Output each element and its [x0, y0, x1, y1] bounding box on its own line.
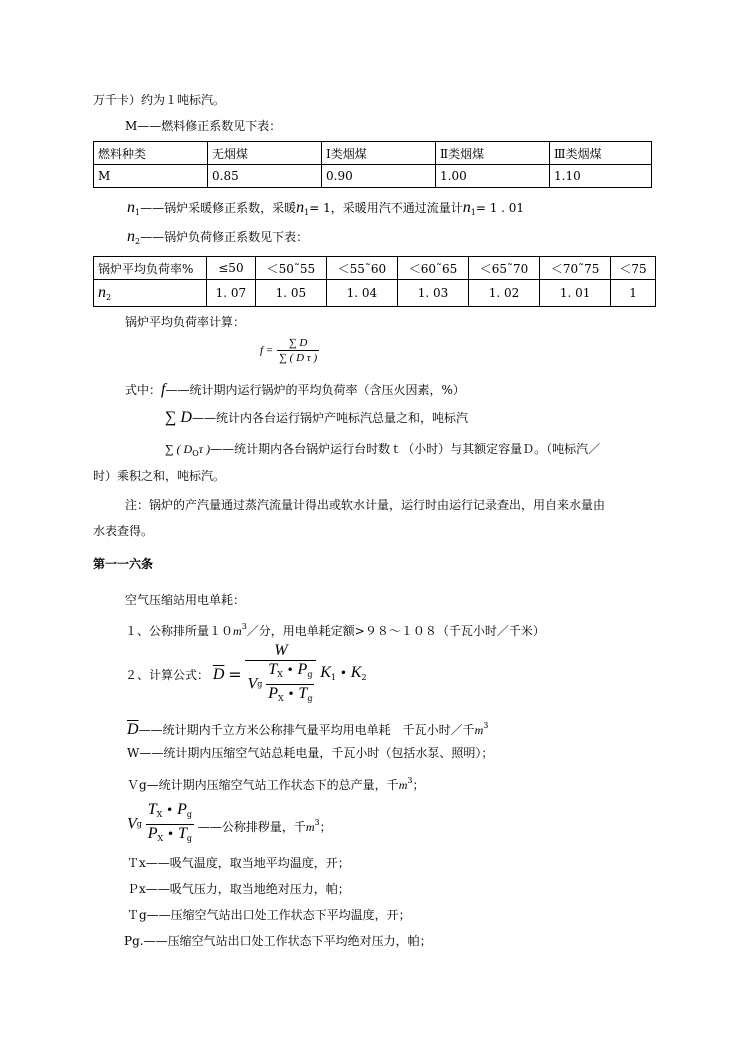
def-sum-dt — [165, 441, 600, 462]
n2-caption — [127, 229, 308, 250]
note-line-1: 注：锅炉的产汽量通过蒸汽流量计得出或软水计量，运行时由运行记录查出，用自来水量由 — [125, 498, 606, 512]
table-cell: ＜65˜70 — [469, 257, 540, 280]
table-cell: 1. 04 — [326, 280, 397, 307]
formula-eq: = — [228, 665, 242, 684]
def-sum-dt-symbol-2: τ ) — [198, 442, 211, 456]
n1-subscript: 1 — [135, 208, 141, 217]
def-frac-tg-sub: g — [186, 834, 192, 843]
def-frac-px-sub: X — [157, 834, 164, 843]
row-label-symbol: n — [98, 284, 106, 301]
formula-inner-numerator — [266, 661, 314, 684]
n2-symbol: n — [127, 228, 135, 245]
table-cell: ＜70˜75 — [540, 257, 611, 280]
def-frac-dot: • — [166, 803, 174, 817]
def-vg — [127, 773, 424, 793]
def-frac-denominator — [146, 824, 194, 848]
item-1-unit: m — [233, 624, 242, 638]
formula-k-terms — [320, 663, 367, 682]
def-tx: Ｔx——吸气温度，取当地平均温度，开； — [127, 856, 350, 870]
table-cell: 无烟煤 — [208, 142, 322, 165]
formula-tg: T — [298, 685, 308, 702]
table-cell — [94, 280, 207, 307]
def-frac-tx: T — [147, 801, 157, 818]
def-frac-tg: T — [177, 825, 187, 842]
n1-subscript-2: 1 — [304, 208, 310, 217]
table-cell: ＜75 — [611, 257, 656, 280]
formula-lhs: f = — [260, 344, 274, 357]
formula-vg-sub: g — [257, 679, 263, 689]
table-cell: 1. 07 — [207, 280, 256, 307]
formula-tx: T — [268, 661, 278, 678]
table-cell: 1. 02 — [469, 280, 540, 307]
def-vg-text: Ｖg—统计期内压缩空气站工作状态下的总产量，千 — [127, 778, 399, 792]
item-2-pre: ２、计算公式： — [125, 668, 210, 682]
def-frac-vg-sub: g — [136, 819, 142, 829]
def-px: Ｐx——吸气压力，取当地绝对压力，帕； — [127, 882, 350, 896]
def-sum-dt-sub: O — [192, 449, 199, 458]
air-compressor-title: 空气压缩站用电单耗： — [125, 593, 246, 607]
formula-d-bar: $\overline{D}$ — [212, 666, 225, 683]
def-vg-unit-sup: 3 — [407, 776, 413, 785]
formula-tx-sub: X — [277, 670, 283, 679]
table-cell: 燃料种类 — [94, 142, 208, 165]
formula-px-sub: X — [277, 694, 284, 703]
formula-w: W — [274, 642, 288, 659]
def-vg-end: ； — [412, 778, 425, 792]
def-frac-vg: V — [127, 815, 137, 833]
table-cell: ＜50˜55 — [255, 257, 326, 280]
def-f-text: ——统计期内运行锅炉的平均负荷率（含压火因素，%） — [165, 383, 465, 397]
n1-eq1: = 1 — [309, 201, 331, 215]
def-sum-d-text: ——统计内各台运行锅炉产吨标汽总量之和，吨标汽 — [191, 411, 468, 425]
def-frac-unit: m — [305, 819, 315, 834]
formula-inner-fraction — [266, 661, 314, 708]
item-1-pre: １、公称排所量１０ — [125, 624, 234, 638]
table-cell: Ⅱ类烟煤 — [436, 142, 550, 165]
def-frac-pg: P — [177, 801, 187, 818]
n2-subscript: 2 — [135, 237, 141, 246]
formula-dot-3: • — [339, 665, 347, 680]
def-frac-px: P — [147, 825, 158, 842]
def-d-unit-sup: 3 — [483, 721, 489, 730]
table-cell: 1 — [611, 280, 656, 307]
paragraph-continuation: 万千卡）约为１吨标汽。 — [93, 93, 226, 107]
formula-dot: • — [286, 663, 294, 677]
table-header-row — [94, 142, 652, 165]
formula-vg: V — [247, 675, 258, 693]
def-pg: Pg.——压缩空气站出口处工作状态下平均绝对压力，帕； — [124, 934, 432, 948]
def-sum-d — [165, 410, 468, 426]
n1-symbol-3: n — [462, 199, 471, 216]
formula-main-fraction — [245, 642, 316, 708]
def-frac-end: ； — [319, 819, 332, 834]
n1-text: ——锅炉采暖修正系数，采暖 — [140, 201, 297, 215]
row-label-subscript: 2 — [106, 293, 112, 302]
table-cell: 0.85 — [208, 165, 322, 188]
def-frac-numerator — [146, 801, 194, 824]
table-cell: ≤50 — [207, 257, 256, 280]
item-1-post: ／分，用电单耗定额>９８～１０８（千瓦小时／千米） — [246, 624, 545, 638]
def-frac-dot-2: • — [167, 827, 175, 841]
note-line-2: 水表查得。 — [93, 524, 154, 538]
def-fraction — [127, 801, 332, 848]
formula-k2-sub: 2 — [361, 672, 367, 682]
def-frac-pg-sub: g — [186, 810, 192, 819]
def-d-text: ——统计期内千立方米公称排气量平均用电单耗 千瓦小时／千 — [138, 723, 475, 737]
formula-dot-2: • — [287, 687, 295, 701]
n1-eq2: = 1 . 01 — [475, 201, 525, 215]
table-cell: Ⅲ类烟煤 — [550, 142, 652, 165]
def-frac-fraction — [146, 801, 194, 848]
formula-numerator: ∑ D — [288, 337, 308, 349]
fuel-coefficient-caption: M——燃料修正系数见下表： — [125, 119, 282, 133]
def-vg-unit: m — [398, 778, 408, 792]
def-f-prefix: 式中： — [125, 383, 162, 397]
def-sum-d-symbol: ∑ D — [165, 409, 192, 426]
formula-k1-sub: 1 — [330, 672, 337, 682]
def-frac-tx-sub: X — [156, 810, 163, 819]
table-header-row — [94, 257, 656, 280]
formula-main-denominator — [245, 660, 316, 708]
def-tg: Ｔg——压缩空气站出口处工作状态下平均温度，开； — [127, 908, 411, 922]
n1-subscript-3: 1 — [470, 208, 476, 217]
table-cell: 1. 03 — [397, 280, 468, 307]
table-cell: M — [94, 165, 208, 188]
formula-k2: K — [350, 663, 362, 681]
formula-denominator: ∑ ( D τ ) — [279, 352, 318, 364]
table-cell: 1.00 — [436, 165, 550, 188]
def-f — [125, 382, 465, 398]
table-cell: 锅炉平均负荷率% — [94, 257, 207, 280]
formula-px: P — [268, 685, 278, 702]
avg-load-caption: 锅炉平均负荷率计算： — [125, 315, 246, 329]
def-d-unit: m — [474, 723, 484, 737]
def-frac-unit-sup: 3 — [314, 817, 320, 827]
def-sum-dt-continuation: 时）乘积之和，吨标汽。 — [93, 469, 226, 483]
n1-mid: ，采暖用汽不通过流量计 — [330, 201, 463, 215]
table-cell: 0.90 — [322, 165, 436, 188]
formula-fraction — [277, 336, 319, 365]
def-f-symbol: f — [161, 381, 166, 398]
section-heading: 第一一六条 — [93, 557, 154, 571]
def-frac-text-wrap — [197, 817, 332, 834]
def-d-symbol: $\overline{D}$ — [127, 721, 139, 738]
item-1-unit-sup: 3 — [241, 622, 247, 631]
table-cell: Ⅰ类烟煤 — [322, 142, 436, 165]
def-w: W——统计期内压缩空气站总耗电量，千瓦小时（包括水泵、照明）； — [127, 746, 494, 760]
n2-text: ——锅炉负荷修正系数见下表： — [140, 230, 309, 244]
table-cell: 1.10 — [550, 165, 652, 188]
table-row — [94, 280, 656, 307]
n1-symbol-2: n — [296, 199, 305, 216]
table-cell: 1. 01 — [540, 280, 611, 307]
load-coefficient-table — [93, 256, 656, 307]
n1-symbol: n — [127, 199, 135, 216]
formula-pg-sub: g — [307, 670, 313, 679]
n1-definition — [127, 200, 524, 221]
table-row — [94, 165, 652, 188]
def-sum-dt-text: ——统计期内各台锅炉运行台时数ｔ（小时）与其额定容量Ｄ。（吨标汽／ — [210, 442, 601, 456]
formula-pg: P — [297, 661, 308, 678]
formula-tg-sub: g — [307, 694, 313, 703]
table-cell: ＜55˜60 — [326, 257, 397, 280]
formula-k1: K — [320, 663, 331, 681]
def-d-bar — [127, 718, 488, 738]
def-frac-text: ——公称排秽量，千 — [197, 819, 306, 834]
table-cell: 1. 05 — [255, 280, 326, 307]
item-2-formula — [125, 642, 367, 708]
formula-inner-denominator — [266, 684, 314, 708]
fuel-coefficient-table — [93, 141, 652, 188]
table-cell: ＜60˜65 — [397, 257, 468, 280]
item-1 — [125, 619, 545, 639]
formula-load-rate — [260, 336, 319, 365]
def-sum-dt-symbol: ∑ ( D — [165, 442, 193, 456]
